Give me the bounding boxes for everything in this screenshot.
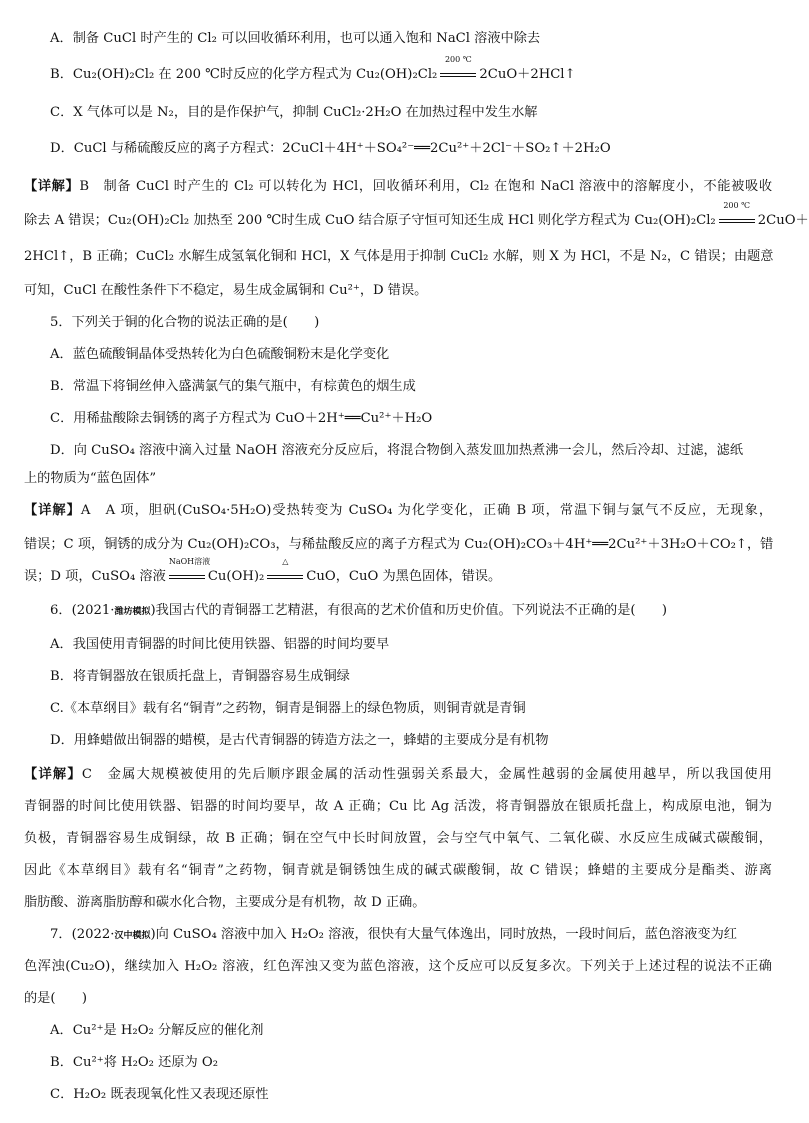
text-line-opt-b1 (50, 55, 576, 84)
line-text: D．用蜂蜡做出铜器的蜡模，是古代青铜器的铸造方法之一，蜂蜡的主要成分是有机物 (50, 733, 549, 748)
question-number: 7．(2022· (50, 927, 115, 942)
line-text: A．蓝色硫酸铜晶体受热转化为白色硫酸铜粉末是化学变化 (50, 347, 390, 362)
text-line-exp2-l3 (24, 557, 772, 586)
line-text: C．H₂O₂ 既表现氧化性又表现还原性 (50, 1087, 269, 1102)
line-segment: 2CuO＋ (757, 213, 809, 228)
line-segment: Cu(OH)₂ (207, 569, 265, 584)
question-number: 6．(2021· (50, 603, 115, 618)
line-text: A．Cu²⁺是 H₂O₂ 分解反应的催化剂 (50, 1023, 264, 1038)
text-line-exp3-l5 (24, 894, 772, 912)
text-line-exp3-l3 (24, 830, 772, 848)
line-text: )我国古代的青铜器工艺精湛，有很高的艺术价值和历史价值。下列说法不正确的是( ) (150, 603, 668, 618)
line-text: )向 CuSO₄ 溶液中加入 H₂O₂ 溶液，很快有大量气体逸出，同时放热，一段时间后，蓝色溶液变为红 (150, 927, 737, 942)
text-line-q7-c (50, 1086, 269, 1104)
reaction-arrow (267, 575, 303, 579)
text-line-q7-b (50, 1054, 218, 1072)
line-text: 2HCl↑，B 正确；CuCl₂ 水解生成氢氧化铜和 HCl，X 气体是用于抑制 CuCl₂ 水解，则 X 为 HCl，不是 N₂，C 错误；由题意 (24, 249, 774, 264)
line-text: C．用稀盐酸除去铜锈的离子方程式为 CuO＋2H⁺══Cu²⁺＋H₂O (50, 411, 433, 426)
line-text: C.《本草纲目》载有名“铜青”之药物，铜青是铜器上的绿色物质，则铜青就是青铜 (50, 701, 526, 716)
text-line-q6 (50, 602, 667, 621)
line-text: B 制备 CuCl 时产生的 Cl₂ 可以转化为 HCl，回收循环利用，Cl₂ 在饱和 NaCl 溶液中的溶解度小，不能被吸收 (79, 179, 773, 194)
text-line-q7-l1 (50, 926, 737, 945)
text-line-opt-d1 (50, 140, 611, 158)
text-line-q6-b (50, 668, 350, 686)
line-text: 上的物质为“蓝色固体” (24, 471, 157, 486)
text-line-exp1-l1 (24, 178, 772, 196)
text-line-exp2-l1 (24, 502, 772, 520)
text-line-q7-l3 (24, 990, 772, 1008)
answer-tag: 【详解】 (24, 503, 81, 518)
line-text: B．将青铜器放在银质托盘上，青铜器容易生成铜绿 (50, 669, 350, 684)
text-line-exp1-l4 (24, 282, 772, 300)
text-line-exp3-l2 (24, 798, 772, 816)
text-line-q7-a (50, 1022, 264, 1040)
text-line-opt-c1 (50, 104, 538, 122)
text-line-opt-a1 (50, 30, 540, 48)
line-text: 色浑浊(Cu₂O)，继续加入 H₂O₂ 溶液，红色浑浊又变为蓝色溶液，这个反应可以反复多次。下列关于上述过程的说法不正确 (24, 959, 772, 974)
line-text: 错误；C 项，铜锈的成分为 Cu₂(OH)₂CO₃，与稀盐酸反应的离子方程式为 Cu₂(OH)₂CO₃＋4H⁺══2Cu²⁺＋3H₂O＋CO₂↑，错 (24, 537, 774, 552)
text-line-q6-a (50, 636, 389, 654)
text-line-exp2-l2 (24, 536, 772, 554)
reaction-condition-label: NaOH溶液 (168, 557, 211, 566)
line-text: 的是( ) (24, 991, 88, 1006)
text-line-q5 (50, 314, 319, 332)
line-text: 青铜器的时间比使用铁器、铝器的时间均要早，故 A 正确；Cu 比 Ag 活泼，将青铜器放在银质托盘上，构成原电池，铜为 (24, 799, 772, 814)
text-line-q5-c (50, 410, 432, 428)
line-segment: CuO，CuO 为黑色固体，错误。 (306, 569, 502, 584)
reaction-condition (267, 557, 303, 586)
answer-tag: 【详解】 (24, 179, 80, 194)
text-line-q6-c (50, 700, 526, 718)
line-text: C．X 气体可以是 N₂，目的是作保护气，抑制 CuCl₂·2H₂O 在加热过程中发生水解 (50, 105, 538, 120)
text-line-exp3-l1 (24, 766, 772, 784)
line-text: 可知，CuCl 在酸性条件下不稳定，易生成金属铜和 Cu²⁺，D 错误。 (24, 283, 428, 298)
reaction-condition-label: 200 ℃ (444, 55, 472, 64)
text-line-q5-a (50, 346, 389, 364)
text-line-q5-d1 (50, 442, 743, 460)
line-text: A A 项，胆矾(CuSO₄·5H₂O)受热转变为 CuSO₄ 为化学变化，正确 B 项，常温下铜与氯气不反应，无现象， (80, 503, 773, 518)
source-label: 汉中模拟 (114, 931, 151, 941)
answer-tag: 【详解】 (24, 767, 82, 782)
line-text: 因此《本草纲目》载有名“铜青”之药物，铜青就是铜锈蚀生成的碱式碳酸铜，故 C 错误；蜂蜡的主要成分是酯类、游离 (24, 863, 772, 878)
reaction-condition (168, 557, 211, 586)
reaction-condition-label: 200 ℃ (723, 201, 751, 210)
text-line-q7-l2 (24, 958, 772, 976)
line-text: B．Cu²⁺将 H₂O₂ 还原为 O₂ (50, 1055, 219, 1070)
line-text: D．向 CuSO₄ 溶液中滴入过量 NaOH 溶液充分反应后，将混合物倒入蒸发皿加热煮沸一会儿，然后冷却、过滤，滤纸 (50, 443, 744, 458)
line-segment: 2CuO＋2HCl↑ (479, 67, 576, 82)
line-text: 5．下列关于铜的化合物的说法正确的是( ) (50, 315, 320, 330)
line-segment: 除去 A 错误；Cu₂(OH)₂Cl₂ 加热至 200 ℃时生成 CuO 结合原子守恒可知还生成 HCl 则化学方程式为 Cu₂(OH)₂Cl₂ (24, 213, 716, 228)
line-segment: B．Cu₂(OH)₂Cl₂ 在 200 ℃时反应的化学方程式为 Cu₂(OH)₂Cl₂ (50, 67, 438, 82)
line-text: B．常温下将铜丝伸入盛满氯气的集气瓶中，有棕黄色的烟生成 (50, 379, 416, 394)
reaction-arrow (169, 575, 205, 579)
reaction-arrow (719, 219, 755, 223)
text-line-exp1-l3 (24, 248, 772, 266)
line-text: A．制备 CuCl 时产生的 Cl₂ 可以回收循环利用，也可以通入饱和 NaCl 溶液中除去 (50, 31, 541, 46)
line-text: 脂肪酸、游离脂肪醇和碳水化合物，主要成分是有机物，故 D 正确。 (24, 895, 426, 910)
text-line-exp1-l2 (24, 201, 809, 230)
reaction-condition-label: △ (282, 557, 289, 566)
text-line-q5-d2 (24, 470, 772, 488)
line-text: 负极，青铜器容易生成铜绿，故 B 正确；铜在空气中长时间放置，会与空气中氧气、二氧化碳、水反应生成碱式碳酸铜， (24, 831, 772, 846)
text-line-q5-b (50, 378, 416, 396)
line-text: D．CuCl 与稀硫酸反应的离子方程式：2CuCl＋4H⁺＋SO₄²⁻══2Cu²⁺＋2Cl⁻＋SO₂↑＋2H₂O (50, 141, 611, 156)
line-segment: 误；D 项，CuSO₄ 溶液 (24, 569, 166, 584)
reaction-condition (719, 201, 755, 230)
line-text: A．我国使用青铜器的时间比使用铁器、铝器的时间均要早 (50, 637, 390, 652)
reaction-arrow (440, 73, 476, 77)
reaction-condition (440, 55, 476, 84)
text-line-q6-d (50, 732, 549, 750)
source-label: 潍坊模拟 (114, 607, 151, 617)
line-text: C 金属大规模被使用的先后顺序跟金属的活动性强弱关系最大，金属性越弱的金属使用越早，所以我国使用 (81, 767, 772, 782)
text-line-exp3-l4 (24, 862, 772, 880)
